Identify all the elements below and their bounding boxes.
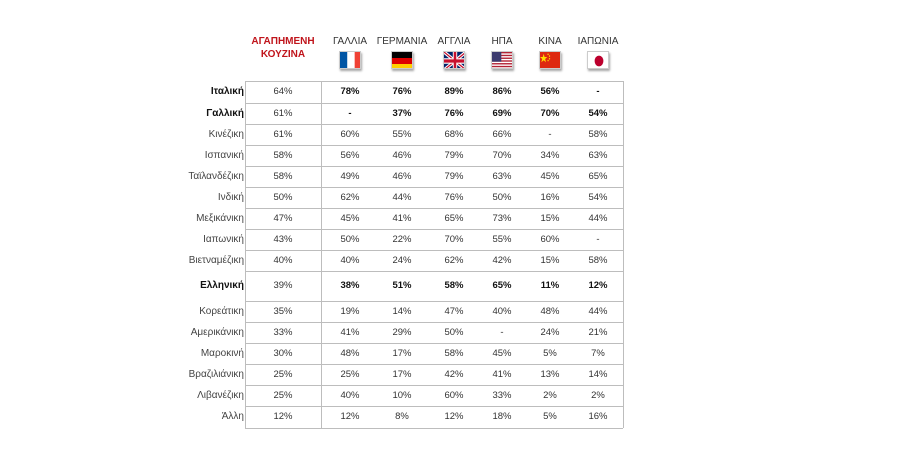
grid-line-row-0 xyxy=(245,81,623,82)
table-cell: 21% xyxy=(588,327,608,338)
table-cell: 66% xyxy=(492,129,512,140)
table-cell: 62% xyxy=(444,255,464,266)
grid-line-row-15 xyxy=(245,406,623,407)
table-cell: 54% xyxy=(588,192,608,203)
germany-flag-icon xyxy=(391,51,413,69)
table-cell: 42% xyxy=(492,255,512,266)
favorite-value: 30% xyxy=(273,348,293,359)
table-cell: 41% xyxy=(340,327,360,338)
table-cell: - xyxy=(500,327,504,338)
table-cell: 69% xyxy=(492,108,512,119)
table-cell: 42% xyxy=(444,369,464,380)
table-cell: 8% xyxy=(395,411,409,422)
table-cell: 38% xyxy=(340,280,360,291)
grid-line-row-1 xyxy=(245,103,623,104)
table-cell: 15% xyxy=(540,213,560,224)
row-label: Βιετναμέζικη xyxy=(188,255,244,266)
table-cell: 12% xyxy=(340,411,360,422)
table-cell: 65% xyxy=(444,213,464,224)
table-cell: 58% xyxy=(444,280,464,291)
table-cell: 60% xyxy=(444,390,464,401)
table-cell: 7% xyxy=(591,348,605,359)
uk-flag-icon xyxy=(443,51,465,69)
table-cell: 47% xyxy=(444,306,464,317)
row-label: Ιαπωνική xyxy=(203,234,244,245)
favorite-cuisine-header: ΑΓΑΠΗΜΕΝΗ ΚΟΥΖΙΝΑ xyxy=(251,36,315,60)
table-cell: 56% xyxy=(340,150,360,161)
favorite-value: 61% xyxy=(273,108,293,119)
grid-line-row-10 xyxy=(245,301,623,302)
table-cell: 79% xyxy=(444,171,464,182)
grid-line-bottom xyxy=(245,428,623,429)
grid-line-row-14 xyxy=(245,385,623,386)
table-cell: 50% xyxy=(444,327,464,338)
usa-flag-icon xyxy=(491,51,513,69)
favorite-value: 61% xyxy=(273,129,293,140)
table-cell: 14% xyxy=(588,369,608,380)
table-cell: 46% xyxy=(392,171,412,182)
grid-line-divider xyxy=(321,81,322,428)
table-cell: 40% xyxy=(340,255,360,266)
table-cell: 44% xyxy=(392,192,412,203)
table-cell: 76% xyxy=(444,108,464,119)
table-cell: 40% xyxy=(492,306,512,317)
favorite-value: 33% xyxy=(273,327,293,338)
grid-line-row-13 xyxy=(245,364,623,365)
row-label: Λιβανέζικη xyxy=(197,390,244,401)
table-cell: 65% xyxy=(492,280,512,291)
row-label: Ισπανική xyxy=(204,150,244,161)
table-cell: 24% xyxy=(540,327,560,338)
table-cell: 40% xyxy=(340,390,360,401)
table-cell: 2% xyxy=(591,390,605,401)
table-cell: 58% xyxy=(588,129,608,140)
table-cell: 70% xyxy=(492,150,512,161)
table-cell: 62% xyxy=(340,192,360,203)
table-cell: 34% xyxy=(540,150,560,161)
grid-line-row-6 xyxy=(245,208,623,209)
table-cell: 73% xyxy=(492,213,512,224)
row-label: Ιταλική xyxy=(210,86,244,97)
favorite-value: 43% xyxy=(273,234,293,245)
grid-line-row-5 xyxy=(245,187,623,188)
table-cell: 45% xyxy=(340,213,360,224)
table-cell: 16% xyxy=(588,411,608,422)
table-cell: 48% xyxy=(540,306,560,317)
table-cell: 51% xyxy=(392,280,412,291)
table-cell: 18% xyxy=(492,411,512,422)
table-cell: 29% xyxy=(392,327,412,338)
table-cell: 65% xyxy=(588,171,608,182)
table-cell: 55% xyxy=(392,129,412,140)
table-cell: 45% xyxy=(492,348,512,359)
table-cell: 79% xyxy=(444,150,464,161)
favorite-value: 25% xyxy=(273,369,293,380)
favorite-value: 40% xyxy=(273,255,293,266)
table-cell: 60% xyxy=(540,234,560,245)
table-cell: 17% xyxy=(392,348,412,359)
row-label: Αμερικάνικη xyxy=(190,327,244,338)
row-label: Μαροκινή xyxy=(200,348,244,359)
grid-line-row-8 xyxy=(245,250,623,251)
favorite-value: 39% xyxy=(273,280,293,291)
country-header-3: ΑΓΓΛΙΑ xyxy=(437,36,471,47)
table-cell: 50% xyxy=(340,234,360,245)
grid-line-row-12 xyxy=(245,343,623,344)
table-cell: 19% xyxy=(340,306,360,317)
row-label: Βραζιλιάνικη xyxy=(188,369,244,380)
table-cell: 17% xyxy=(392,369,412,380)
table-cell: 89% xyxy=(444,86,464,97)
table-cell: 86% xyxy=(492,86,512,97)
grid-line-row-4 xyxy=(245,166,623,167)
table-cell: 58% xyxy=(444,348,464,359)
table-cell: - xyxy=(596,234,600,245)
favorite-value: 35% xyxy=(273,306,293,317)
grid-line-row-2 xyxy=(245,124,623,125)
grid-line-row-7 xyxy=(245,229,623,230)
japan-flag-icon xyxy=(587,51,609,69)
table-cell: 70% xyxy=(540,108,560,119)
table-cell: 55% xyxy=(492,234,512,245)
table-cell: 60% xyxy=(340,129,360,140)
country-header-2: ΓΕΡΜΑΝΙΑ xyxy=(376,36,428,47)
france-flag-icon xyxy=(339,51,361,69)
table-cell: 49% xyxy=(340,171,360,182)
table-cell: 22% xyxy=(392,234,412,245)
table-cell: 50% xyxy=(492,192,512,203)
table-cell: 54% xyxy=(588,108,608,119)
table-cell: 58% xyxy=(588,255,608,266)
country-header-5: ΚΙΝΑ xyxy=(538,36,562,47)
table-cell: - xyxy=(548,129,552,140)
grid-line-row-11 xyxy=(245,322,623,323)
table-cell: 33% xyxy=(492,390,512,401)
table-cell: - xyxy=(596,86,600,97)
grid-line-right xyxy=(623,81,624,428)
row-label: Κορεάτικη xyxy=(199,306,244,317)
row-label: Ινδική xyxy=(217,192,244,203)
table-cell: 44% xyxy=(588,306,608,317)
favorite-value: 47% xyxy=(273,213,293,224)
table-cell: 11% xyxy=(540,280,560,291)
favorite-value: 58% xyxy=(273,171,293,182)
favorite-value: 64% xyxy=(273,86,293,97)
table-cell: 15% xyxy=(540,255,560,266)
table-cell: 56% xyxy=(540,86,560,97)
table-cell: 13% xyxy=(540,369,560,380)
favorite-value: 25% xyxy=(273,390,293,401)
table-cell: 10% xyxy=(392,390,412,401)
country-header-4: ΗΠΑ xyxy=(491,36,513,47)
table-cell: 2% xyxy=(543,390,557,401)
table-cell: 63% xyxy=(588,150,608,161)
favorite-value: 12% xyxy=(273,411,293,422)
table-cell: 37% xyxy=(392,108,412,119)
favorite-value: 58% xyxy=(273,150,293,161)
country-header-1: ΓΑΛΛΙΑ xyxy=(332,36,368,47)
row-label: Άλλη xyxy=(221,411,244,422)
table-cell: 5% xyxy=(543,411,557,422)
row-label: Κινέζικη xyxy=(208,129,244,140)
table-cell: 70% xyxy=(444,234,464,245)
table-cell: 41% xyxy=(492,369,512,380)
favorite-value: 50% xyxy=(273,192,293,203)
table-cell: 76% xyxy=(392,86,412,97)
row-label: Ταϊλανδέζικη xyxy=(188,171,244,182)
table-cell: 44% xyxy=(588,213,608,224)
grid-line-row-9 xyxy=(245,271,623,272)
table-cell: 68% xyxy=(444,129,464,140)
table-cell: 41% xyxy=(392,213,412,224)
table-cell: 63% xyxy=(492,171,512,182)
table-cell: 24% xyxy=(392,255,412,266)
table-cell: 12% xyxy=(588,280,608,291)
row-label: Ελληνική xyxy=(200,280,244,291)
grid-line-left xyxy=(245,81,246,428)
row-label: Γαλλική xyxy=(206,108,244,119)
table-cell: 45% xyxy=(540,171,560,182)
table-cell: - xyxy=(348,108,352,119)
table-cell: 48% xyxy=(340,348,360,359)
table-cell: 76% xyxy=(444,192,464,203)
row-label: Μεξικάνικη xyxy=(196,213,244,224)
grid-line-row-3 xyxy=(245,145,623,146)
table-cell: 46% xyxy=(392,150,412,161)
table-cell: 78% xyxy=(340,86,360,97)
table-cell: 25% xyxy=(340,369,360,380)
china-flag-icon xyxy=(539,51,561,69)
table-cell: 12% xyxy=(444,411,464,422)
country-header-6: ΙΑΠΩΝΙΑ xyxy=(577,36,619,47)
table-cell: 16% xyxy=(540,192,560,203)
table-cell: 14% xyxy=(392,306,412,317)
table-cell: 5% xyxy=(543,348,557,359)
